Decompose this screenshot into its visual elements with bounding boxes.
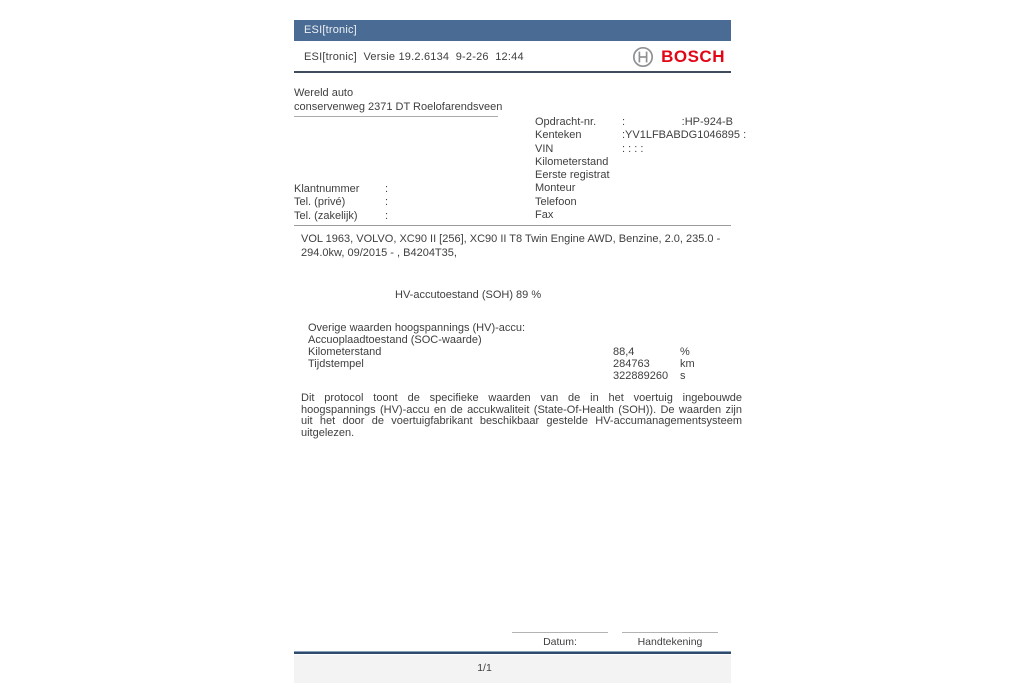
order-info-row xyxy=(535,196,733,209)
customer-info-colon: : xyxy=(385,209,389,222)
document-body xyxy=(294,0,747,683)
hv-value-label: Tijdstempel xyxy=(308,358,364,370)
garage-address: conservenweg 2371 DT Roelofarendsveen xyxy=(294,101,503,113)
bosch-armature-icon xyxy=(632,46,654,68)
hv-value-unit: s xyxy=(680,370,686,382)
order-info-label: Fax xyxy=(535,209,554,222)
hv-value-row xyxy=(308,322,728,334)
version-row xyxy=(294,44,731,70)
hv-value-row xyxy=(308,358,728,370)
customer-info-colon: : xyxy=(385,183,389,195)
order-info-label: Opdracht-nr. xyxy=(535,116,597,128)
footer-divider-bar xyxy=(294,651,731,654)
order-info-row xyxy=(535,182,733,195)
order-info-colon: : xyxy=(622,116,626,128)
hv-value-number: 284763 xyxy=(613,358,650,370)
order-info-label: Monteur xyxy=(535,182,576,195)
customer-info-row xyxy=(294,196,484,209)
customer-info-table xyxy=(294,183,484,223)
order-info-label: Kenteken xyxy=(535,129,582,142)
order-info-table xyxy=(535,116,747,222)
garage-name: Wereld auto xyxy=(294,87,354,99)
hv-value-label: Kilometerstand xyxy=(308,346,382,358)
order-info-row xyxy=(535,143,733,156)
vehicle-line-1: VOL 1963, VOLVO, XC90 II [256], XC90 II T8 Twin Engine AWD, Benzine, 2.0, 235.0 - xyxy=(301,233,721,245)
page-number: 1/1 xyxy=(477,662,492,674)
hv-value-row xyxy=(308,346,728,358)
footer-page-band xyxy=(294,655,731,683)
header-divider xyxy=(294,71,731,73)
hv-value-number: 88,4 xyxy=(613,346,635,358)
section-divider xyxy=(294,225,731,226)
hv-value-unit: % xyxy=(680,346,690,358)
order-info-row xyxy=(535,169,733,182)
customer-info-label: Tel. (zakelijk) xyxy=(294,209,358,222)
vehicle-info xyxy=(301,233,721,261)
hv-value-row xyxy=(308,334,728,346)
version-text: ESI[tronic] Versie 19.2.6134 9-2-26 12:44 xyxy=(304,51,524,63)
customer-info-row xyxy=(294,210,484,223)
customer-info-label: Klantnummer xyxy=(294,183,360,195)
soh-result: HV-accutoestand (SOH) 89 % xyxy=(395,289,542,301)
vehicle-line-2: 294.0kw, 09/2015 - , B4204T35, xyxy=(301,246,457,259)
order-info-row xyxy=(535,116,733,129)
hv-value-number: 322889260 xyxy=(613,370,669,382)
handtekening-signature-line xyxy=(622,632,718,633)
order-info-colon: :YV1LFBABDG1046895 : xyxy=(622,129,747,142)
order-info-label: VIN xyxy=(535,142,554,155)
order-info-row xyxy=(535,156,733,169)
esitronic-title-bar: ESI[tronic] xyxy=(294,20,731,41)
customer-info-label: Tel. (privé) xyxy=(294,196,346,209)
order-info-colon: : : : : xyxy=(622,142,644,155)
order-info-row xyxy=(535,129,747,142)
hv-value-unit: km xyxy=(680,358,695,370)
order-info-label: Eerste registrat xyxy=(535,169,610,182)
customer-info-colon: : xyxy=(385,196,389,209)
hv-value-label: Accuoplaadtoestand (SOC-waarde) xyxy=(308,334,482,346)
protocol-description: Dit protocol toont de specifieke waarden van de in het voertuig ingebouwde hoogspannings (HV)-accu en de accukwaliteit (State-Of-Health (SOH)). De waarden zijn uit het door de voertuigfabrikant beschikbaar gestelde HV-accumanagementsysteem uitgelezen. xyxy=(301,392,742,439)
customer-info-row xyxy=(294,183,484,196)
order-info-row xyxy=(535,209,733,222)
address-underline xyxy=(294,116,498,117)
order-info-label: Kilometerstand xyxy=(535,155,609,168)
date-signature-line xyxy=(512,632,608,633)
handtekening-label: Handtekening xyxy=(637,636,703,648)
bosch-logo xyxy=(632,46,731,68)
hv-value-row xyxy=(308,370,728,382)
hv-values-table xyxy=(308,322,728,382)
order-info-value: :HP-924-B xyxy=(681,116,733,128)
hv-value-label: Overige waarden hoogspannings (HV)-accu: xyxy=(308,322,526,334)
date-label: Datum: xyxy=(543,636,577,648)
order-info-label: Telefoon xyxy=(535,195,577,208)
bosch-wordmark: BOSCH xyxy=(661,47,725,66)
